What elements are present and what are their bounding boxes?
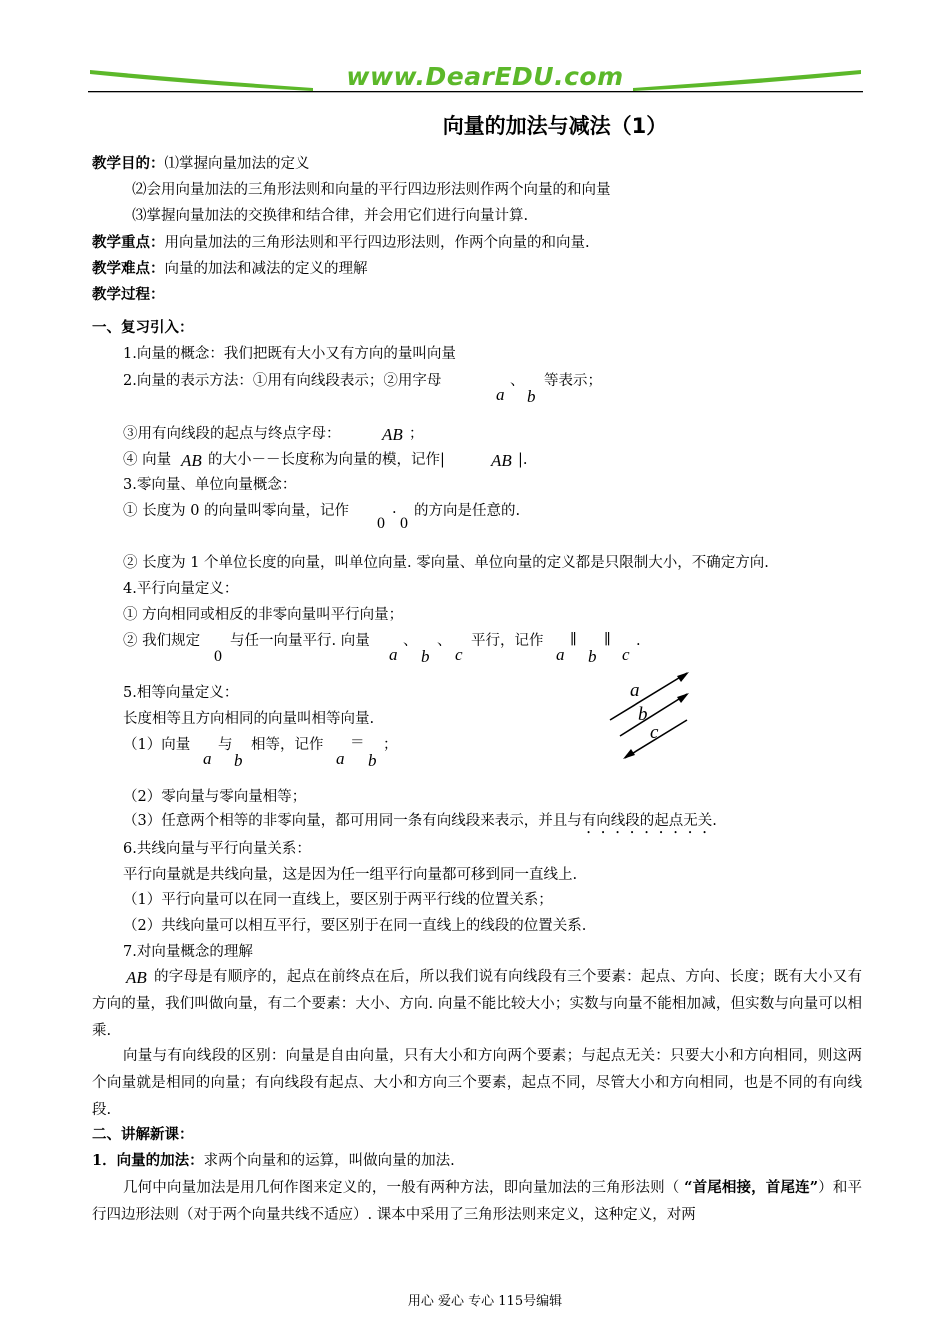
process-label: 教学过程： <box>92 286 165 303</box>
text-line: 的大小－－长度称为向量的模，记作| <box>208 452 445 468</box>
emphasized-text: 有向线段的起点无关 <box>581 813 713 829</box>
vector-symbol-a: a <box>556 645 565 664</box>
difficulty-line <box>92 259 368 279</box>
parallel-sign: ∥ <box>604 632 611 648</box>
vector-symbol-b: b <box>368 751 377 770</box>
objective-item: ⑶掌握向量加法的交换律和结合律，并会用它们进行向量计算. <box>132 208 529 224</box>
vector-symbol-c: c <box>622 645 630 664</box>
item-label: 向量的加法： <box>116 1152 204 1169</box>
text-line: 、 <box>510 373 525 389</box>
text-line: （1）向量 <box>123 737 191 753</box>
vector-symbol-c: c <box>455 645 463 664</box>
objective-item: ⑵会用向量加法的三角形法则和向量的平行四边形法则作两个向量的和向量 <box>132 182 611 198</box>
equals-sign: ＝ <box>350 735 365 751</box>
vector-symbol-ab: AB <box>181 451 202 470</box>
text-line: . <box>392 501 397 517</box>
text-line: 、 <box>437 633 452 649</box>
text-line: . <box>636 633 641 649</box>
text-line: ④ 向量 <box>123 452 172 468</box>
section1-heading: 一、复习引入： <box>92 319 194 336</box>
text-line: 相等，记作 <box>251 737 324 753</box>
text-segment: 几何中向量加法是用几何作图来定义的，一般有两种方法，即向量加法的三角形法则（ <box>123 1180 685 1196</box>
vector-symbol-b: b <box>421 647 430 666</box>
text-line: （1）平行向量可以在同一直线上，要区别于两平行线的位置关系； <box>123 892 553 908</box>
text-line: 与 <box>218 737 233 753</box>
parallel-sign: ∥ <box>570 632 577 648</box>
paragraph: 的字母是有顺序的，起点在前终点在后，所以我们说有向线段有三个要素：起点、方向、长度；既有大小又有方向的量，我们叫做向量，有二个要素：大小、方向. 向量不能比较大小；实数与向量不能相加减，但实数与向量可以相乘. <box>92 969 862 1039</box>
difficulty-label: 教学难点： <box>92 260 165 277</box>
difficulty-text: 向量的加法和减法的定义的理解 <box>164 261 368 277</box>
objectives-line-1 <box>92 154 310 174</box>
text-line: ② 我们规定 <box>123 633 201 649</box>
text-line: ① 方向相同或相反的非零向量叫平行向量； <box>123 607 404 623</box>
text-line: ② 长度为 1 个单位长度的向量，叫单位向量. 零向量、单位向量的定义都是只限制大小，不确定方向. <box>123 555 769 571</box>
figure-label-b: b <box>638 704 648 725</box>
vector-symbol-b: b <box>527 387 536 406</box>
zero-vector-symbol: 0 <box>400 515 408 532</box>
text-line: 平行向量就是共线向量，这是因为任一组平行向量都可移到同一直线上. <box>123 867 578 883</box>
paragraph: 向量与有向线段的区别：向量是自由向量，只有大小和方向两个要素；与起点无关：只要大小和方向相同，则这两个向量就是相同的向量；有向线段有起点、大小和方向三个要素，起点不同，尽管大小和方向相同，也是不同的有向线段. <box>92 1048 862 1118</box>
key-point-text: 用向量加法的三角形法则和平行四边形法则，作两个向量的和向量. <box>164 235 590 251</box>
key-point-label: 教学重点： <box>92 234 165 251</box>
vector-symbol-a: a <box>389 645 398 664</box>
text-line: 4.平行向量定义： <box>123 581 239 597</box>
vector-symbol-ab: AB <box>126 968 147 987</box>
text-line: 长度相等且方向相同的向量叫相等向量. <box>123 711 375 727</box>
text-line: ① 长度为 0 的向量叫零向量，记作 <box>123 503 350 519</box>
text-line: 6.共线向量与平行向量关系： <box>123 841 311 857</box>
text-line: ； <box>409 426 424 442</box>
text-line: （2）共线向量可以相互平行，要区别于在同一直线上的线段的位置关系. <box>123 918 587 934</box>
header-logo: www.DearEDU.com <box>346 62 624 91</box>
page-footer: 用心 爱心 专心 115号编辑 <box>407 1294 563 1309</box>
text-line: 1.向量的概念：我们把既有大小又有方向的量叫向量 <box>123 346 456 362</box>
text-line: 的方向是任意的. <box>414 503 521 519</box>
text-segment: ）和平行四边形法则（对于两个向量共线不适应）. 课本中采用了三角形法则来定义，这种定义，对两 <box>92 1180 863 1223</box>
key-point-line <box>92 233 590 253</box>
parallel-vectors-figure <box>605 668 700 768</box>
text-line: 5.相等向量定义： <box>123 685 239 701</box>
zero-vector-symbol: 0 <box>214 648 222 665</box>
text-line: 2.向量的表示方法：①用有向线段表示；②用字母 <box>123 373 442 389</box>
objectives-label: 教学目的： <box>92 155 165 172</box>
text-line: 7.对向量概念的理解 <box>123 944 253 960</box>
vector-symbol-b: b <box>588 647 597 666</box>
text-line: ③用有向线段的起点与终点字母： <box>123 426 341 442</box>
vector-symbol-ab: AB <box>491 451 512 470</box>
item-text: 求两个向量和的运算，叫做向量的加法. <box>203 1153 455 1169</box>
item-number: 1． <box>92 1152 117 1169</box>
zero-vector-symbol: 0 <box>377 515 385 532</box>
text-line: （2）零向量与零向量相等； <box>123 789 307 805</box>
vector-symbol-a: a <box>336 749 345 768</box>
text-line: 与任一向量平行. 向量 <box>230 633 370 649</box>
text-line: 、 <box>403 633 418 649</box>
text-line <box>92 1151 455 1171</box>
objective-item: ⑴掌握向量加法的定义 <box>164 156 310 172</box>
text-line: 平行，记作 <box>471 633 544 649</box>
text-line <box>123 811 717 837</box>
section2-heading: 二、讲解新课： <box>92 1126 194 1143</box>
text-line: 等表示； <box>544 373 602 389</box>
figure-label-a: a <box>630 680 640 701</box>
text-line: |. <box>518 452 528 468</box>
vector-a-arrow <box>610 673 687 720</box>
text-segment: （3）任意两个相等的非零向量，都可用同一条有向线段来表示，并且与 <box>123 813 582 829</box>
emphasized-text: “首尾相接，首尾连” <box>684 1179 819 1196</box>
paragraph <box>92 1174 862 1229</box>
vector-symbol-a: a <box>203 749 212 768</box>
figure-label-c: c <box>650 722 659 743</box>
vector-symbol-ab: AB <box>382 425 403 444</box>
vector-symbol-a: a <box>496 385 505 404</box>
text-segment: . <box>712 813 717 829</box>
text-line: ； <box>383 737 398 753</box>
text-line: 3.零向量、单位向量概念： <box>123 477 297 493</box>
page-title: 向量的加法与减法（1） <box>442 114 668 138</box>
vector-symbol-b: b <box>234 751 243 770</box>
